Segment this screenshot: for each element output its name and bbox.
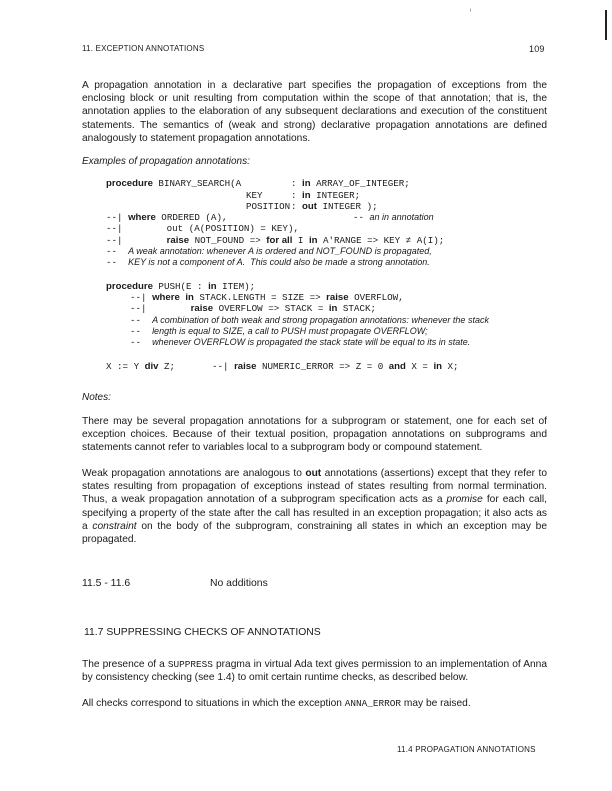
code-line: : in INTEGER; [291,190,361,201]
scan-edge-bar [605,10,607,40]
code-line: --| where ORDERED (A), [106,212,228,223]
notes-label: Notes: [82,392,111,403]
code-comment: -- an in annotation [353,212,434,223]
code-line: procedure BINARY_SEARCH(A [106,178,242,189]
running-header: 11. EXCEPTION ANNOTATIONS [82,44,205,53]
code-line: : out INTEGER ); [291,201,378,212]
section-paragraph-1: The presence of a SUPPRESS pragma in virtual Ada text gives permission to an implementation of Anna by consistency checking (see 1.4) to omit certain runtime checks, as described below. [82,659,547,684]
code-comment: -- length is equal to SIZE, a call to PUSH must propagate OVERFLOW; [130,326,428,337]
code-comment: -- KEY is not a component of A. This could also be made a strong annotation. [106,257,430,268]
section-text: No additions [210,578,268,589]
intro-paragraph: A propagation annotation in a declarative part specifies the propagation of exceptions from the enclosing block or unit resulting from computation within the scope of that annotation; that is, the annotation applies to the elaboration of any subsequent declarations and execution of the constituent statements. The semantics of (weak and strong) declarative propagation annotations are defined analogously to statement propagation annotations. [82,80,547,144]
code-line: --| raise NUMERIC_ERROR => Z = 0 and X = in X; [212,361,459,372]
code-line: --| out (A(POSITION) = KEY), [106,223,299,234]
code-line: POSITION [246,201,291,212]
notes-paragraph-1: There may be several propagation annotations for a subprogram or statement, one for each set of exception choices. Because of their textual position, propagation annotations on subprograms and statements cannot refer to variables local to a subprogram body or compound statement. [82,416,547,454]
running-footer: 11.4 PROPAGATION ANNOTATIONS [397,745,536,754]
notes-paragraph-2: Weak propagation annotations are analogous to out annotations (assertions) except that they refer to states resulting from propagation of exceptions instead of states resulting from normal termination. Thus, a weak propagation annotation of a subprogram specification acts as a promise for each call, specifying a property of the state after the call has resulted in an exception propagation; it also acts as a constraint on the body of the subprogram, constraining all states in which an exception may be propagated. [82,468,548,546]
examples-label: Examples of propagation annotations: [82,156,250,167]
code-line: --| raise OVERFLOW => STACK = in STACK; [130,303,376,314]
corner-mark: ᵢ [470,6,472,13]
code-line: : in ARRAY_OF_INTEGER; [291,178,410,189]
code-line: --| raise NOT_FOUND => for all I in A'RANGE => KEY ≠ A(I); [106,235,445,246]
code-line: KEY [246,190,263,201]
code-line: procedure PUSH(E : in ITEM); [106,281,256,292]
code-comment: -- A weak annotation: whenever A is ordered and NOT_FOUND is propagated, [106,246,432,257]
section-paragraph-2: All checks correspond to situations in which the exception ANNA_ERROR may be raised. [82,698,471,709]
page-number: 109 [529,44,545,54]
code-line: --| where in STACK.LENGTH = SIZE => raise OVERFLOW, [130,292,404,303]
code-comment: -- whenever OVERFLOW is propagated the stack state will be equal to its in state. [130,337,471,348]
section-number: 11.5 - 11.6 [82,578,131,589]
section-title: 11.7 SUPPRESSING CHECKS OF ANNOTATIONS [84,627,321,638]
code-line: X := Y div Z; [106,361,176,372]
code-comment: -- A combination of both weak and strong propagation annotations: whenever the stack [130,315,489,326]
